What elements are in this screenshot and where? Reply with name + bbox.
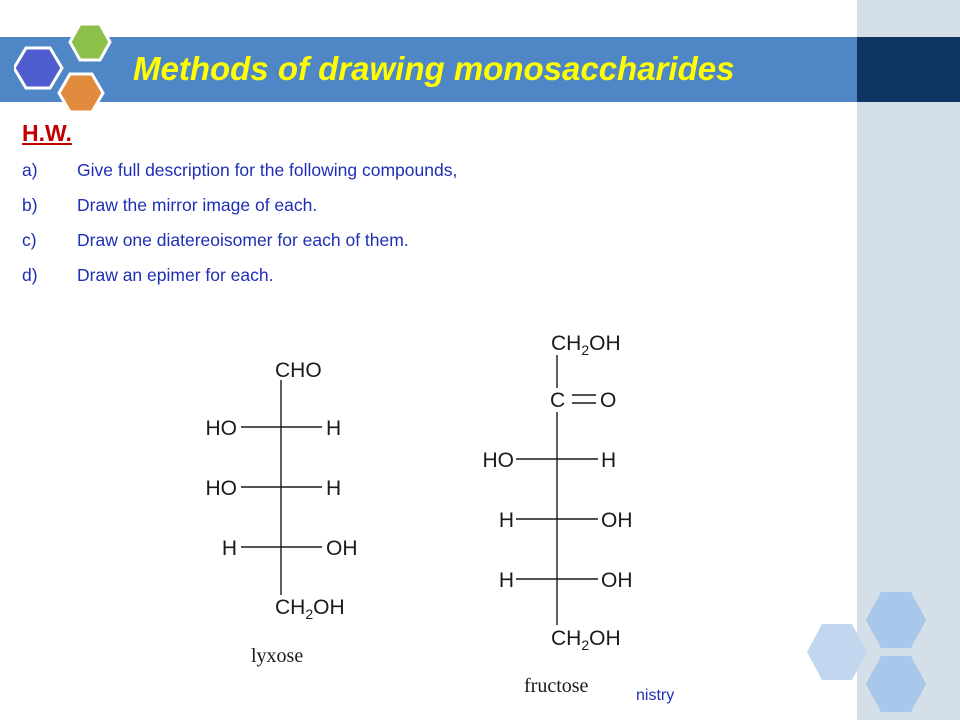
lyxose-left-group: HO bbox=[205, 477, 237, 500]
fructose-carbonyl-oxygen: O bbox=[600, 389, 617, 412]
task-text: Draw an epimer for each. bbox=[77, 265, 274, 285]
homework-heading: H.W. bbox=[22, 120, 72, 146]
lyxose-left-group: HO bbox=[205, 417, 237, 440]
task-marker: a) bbox=[22, 160, 38, 180]
fructose-right-group: OH bbox=[601, 509, 633, 532]
lyxose-right-group: H bbox=[326, 477, 342, 500]
fructose-top-group: $CH_2OH$ bbox=[551, 332, 621, 358]
task-marker: c) bbox=[22, 230, 37, 250]
decorative-hexagon-icon bbox=[807, 624, 867, 680]
fructose-carbonyl-carbon: C bbox=[550, 389, 566, 412]
task-marker: b) bbox=[22, 195, 38, 215]
fructose-bottom-group: $CH_2OH$ bbox=[551, 627, 621, 653]
decorative-hexagon-icon bbox=[866, 592, 926, 648]
lyxose-top-group: CHO bbox=[275, 359, 322, 382]
task-text: Draw the mirror image of each. bbox=[77, 195, 318, 215]
lyxose-left-group: H bbox=[221, 537, 237, 560]
fructose-left-group: H bbox=[498, 509, 514, 532]
lyxose-right-group: OH bbox=[326, 537, 358, 560]
lyxose-bottom-group: $CH_2OH$ bbox=[275, 596, 345, 622]
fructose-caption: fructose bbox=[524, 675, 589, 697]
fructose-left-group: H bbox=[498, 569, 514, 592]
lyxose-caption: lyxose bbox=[251, 645, 304, 667]
task-text: Give full description for the following compounds, bbox=[77, 160, 458, 180]
task-marker: d) bbox=[22, 265, 38, 285]
decorative-hexagon-icon bbox=[866, 656, 926, 712]
fructose-left-group: HO bbox=[482, 449, 514, 472]
task-text: Draw one diatereoisomer for each of them. bbox=[77, 230, 409, 250]
slide-title: Methods of drawing monosaccharides bbox=[133, 50, 735, 87]
lyxose-right-group: H bbox=[326, 417, 342, 440]
decorative-hexagons-icon bbox=[805, 590, 960, 720]
fructose-right-group: H bbox=[601, 449, 617, 472]
footer-text: nistry bbox=[636, 687, 675, 704]
fructose-right-group: OH bbox=[601, 569, 633, 592]
